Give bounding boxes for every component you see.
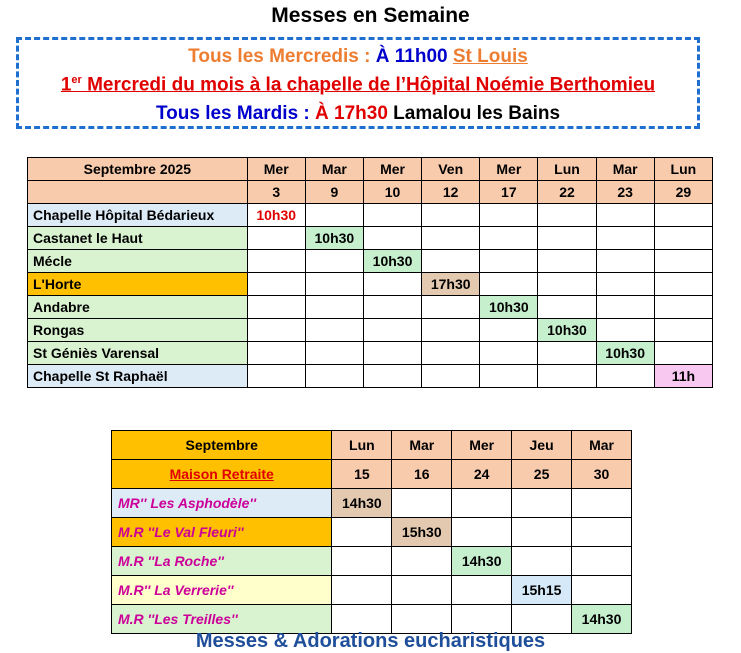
table2-empty-cell bbox=[452, 576, 512, 605]
table1-date: 17 bbox=[480, 181, 538, 204]
table1-empty-cell bbox=[654, 273, 712, 296]
info-line2-sup: er bbox=[71, 74, 82, 86]
table1-location: Rongas bbox=[28, 319, 248, 342]
table1-empty-cell bbox=[305, 296, 363, 319]
table2-date: 25 bbox=[512, 460, 572, 489]
table1-empty-cell bbox=[538, 342, 596, 365]
table1-day: Lun bbox=[538, 158, 596, 181]
table1-empty-cell bbox=[596, 296, 654, 319]
table2-empty-cell bbox=[512, 547, 572, 576]
table1-day: Mer bbox=[363, 158, 421, 181]
table1-empty-cell bbox=[363, 365, 421, 388]
table1-date: 12 bbox=[422, 181, 480, 204]
table1-empty-header bbox=[28, 181, 248, 204]
table-row bbox=[28, 342, 713, 365]
table1-empty-cell bbox=[596, 273, 654, 296]
table1-empty-cell bbox=[480, 273, 538, 296]
table2-day: Mar bbox=[572, 431, 632, 460]
table1-empty-cell bbox=[480, 365, 538, 388]
info-line-first-wednesday bbox=[19, 74, 697, 96]
table2-empty-cell bbox=[452, 518, 512, 547]
table-row bbox=[28, 319, 713, 342]
table-row bbox=[28, 227, 713, 250]
table1-empty-cell bbox=[654, 250, 712, 273]
table-row bbox=[28, 365, 713, 388]
table2-time-cell: 15h15 bbox=[512, 576, 572, 605]
table2-day: Mer bbox=[452, 431, 512, 460]
table2-time-cell: 14h30 bbox=[452, 547, 512, 576]
table1-empty-cell bbox=[247, 227, 305, 250]
table1-empty-cell bbox=[305, 204, 363, 227]
table1-time-cell: 10h30 bbox=[247, 204, 305, 227]
table1-location: Chapelle Hôpital Bédarieux bbox=[28, 204, 248, 227]
table-row bbox=[112, 489, 632, 518]
table1-time-cell: 10h30 bbox=[363, 250, 421, 273]
page-title: Messes en Semaine bbox=[271, 4, 470, 27]
table1-location: Andabre bbox=[28, 296, 248, 319]
table1-empty-cell bbox=[654, 296, 712, 319]
table1-day: Ven bbox=[422, 158, 480, 181]
table1-day: Mar bbox=[596, 158, 654, 181]
table1-empty-cell bbox=[363, 319, 421, 342]
table1-empty-cell bbox=[480, 319, 538, 342]
table1-empty-cell bbox=[247, 319, 305, 342]
table1-time-cell: 11h bbox=[654, 365, 712, 388]
table1-date: 10 bbox=[363, 181, 421, 204]
table1-empty-cell bbox=[305, 342, 363, 365]
table1-empty-cell bbox=[305, 250, 363, 273]
table2-time-cell: 14h30 bbox=[332, 489, 392, 518]
table1-empty-cell bbox=[422, 296, 480, 319]
table1-date-row bbox=[28, 181, 713, 204]
table1-empty-cell bbox=[596, 250, 654, 273]
maison-retraite-label: Maison Retraite bbox=[169, 466, 274, 482]
table2-empty-cell bbox=[332, 518, 392, 547]
table-row bbox=[28, 250, 713, 273]
info-box bbox=[16, 37, 700, 129]
table1-day: Mer bbox=[480, 158, 538, 181]
table2-empty-cell bbox=[572, 547, 632, 576]
table1-time-cell: 10h30 bbox=[538, 319, 596, 342]
table2-day-row bbox=[112, 431, 632, 460]
table1-empty-cell bbox=[422, 250, 480, 273]
info-line1-place: St Louis bbox=[452, 46, 528, 67]
table1-empty-cell bbox=[538, 204, 596, 227]
table1-empty-cell bbox=[247, 342, 305, 365]
table1-empty-cell bbox=[538, 250, 596, 273]
table2-empty-cell bbox=[572, 518, 632, 547]
info-line3-label: Tous les Mardis : bbox=[155, 103, 316, 124]
table1-empty-cell bbox=[480, 250, 538, 273]
table2-location: M.R'' La Verrerie'' bbox=[112, 576, 332, 605]
info-line2-text: Mercredi du mois à la chapelle de l’Hôpital Noémie Berthomieu bbox=[81, 74, 656, 96]
table-row bbox=[28, 204, 713, 227]
table2-empty-cell bbox=[512, 518, 572, 547]
table1-empty-cell bbox=[654, 204, 712, 227]
table1-empty-cell bbox=[422, 204, 480, 227]
table1-empty-cell bbox=[305, 365, 363, 388]
table1-empty-cell bbox=[363, 342, 421, 365]
table2-empty-cell bbox=[512, 489, 572, 518]
table1-empty-cell bbox=[247, 296, 305, 319]
info-line2-num: 1 bbox=[60, 74, 72, 96]
table2-empty-cell bbox=[572, 489, 632, 518]
table2-day: Mar bbox=[392, 431, 452, 460]
table1-time-cell: 10h30 bbox=[480, 296, 538, 319]
table1-empty-cell bbox=[538, 273, 596, 296]
table1-empty-cell bbox=[363, 273, 421, 296]
table2-empty-cell bbox=[332, 547, 392, 576]
info-line3-time: À 17h30 bbox=[315, 103, 388, 124]
table1-month-header: Septembre 2025 bbox=[28, 158, 248, 181]
table2-month-header: Septembre bbox=[112, 431, 332, 460]
table1-day: Mar bbox=[305, 158, 363, 181]
table2-subtitle-header bbox=[112, 460, 332, 489]
table2-date: 24 bbox=[452, 460, 512, 489]
table1-empty-cell bbox=[538, 365, 596, 388]
table2-day: Lun bbox=[332, 431, 392, 460]
table1-time-cell: 17h30 bbox=[422, 273, 480, 296]
table1-location: L'Horte bbox=[28, 273, 248, 296]
table1-empty-cell bbox=[363, 204, 421, 227]
table1-empty-cell bbox=[247, 250, 305, 273]
table1-time-cell: 10h30 bbox=[305, 227, 363, 250]
info-line1-time: À 11h00 bbox=[375, 46, 453, 67]
table1-date: 3 bbox=[247, 181, 305, 204]
table1-empty-cell bbox=[654, 227, 712, 250]
table2-empty-cell bbox=[572, 576, 632, 605]
table1-empty-cell bbox=[305, 319, 363, 342]
table-row bbox=[28, 273, 713, 296]
table1-date: 22 bbox=[538, 181, 596, 204]
table1-empty-cell bbox=[480, 227, 538, 250]
table2-date: 15 bbox=[332, 460, 392, 489]
table1-day-row bbox=[28, 158, 713, 181]
table1-empty-cell bbox=[596, 204, 654, 227]
table1-location: Mécle bbox=[28, 250, 248, 273]
table2-location: M.R ''Les Treilles'' bbox=[112, 605, 332, 634]
table1-location: St Géniès Varensal bbox=[28, 342, 248, 365]
table1-empty-cell bbox=[596, 227, 654, 250]
info-line-wednesdays bbox=[19, 46, 697, 68]
info-line-tuesdays bbox=[19, 103, 697, 125]
table1-date: 9 bbox=[305, 181, 363, 204]
table1-empty-cell bbox=[363, 296, 421, 319]
table1-empty-cell bbox=[654, 342, 712, 365]
table2-empty-cell bbox=[392, 547, 452, 576]
table1-empty-cell bbox=[422, 342, 480, 365]
table2-time-cell: 15h30 bbox=[392, 518, 452, 547]
table2-location: M.R ''Le Val Fleuri'' bbox=[112, 518, 332, 547]
table1-empty-cell bbox=[596, 319, 654, 342]
schedule-table-parishes bbox=[27, 157, 713, 388]
table1-empty-cell bbox=[422, 365, 480, 388]
table2-empty-cell bbox=[392, 489, 452, 518]
table1-empty-cell bbox=[305, 273, 363, 296]
info-line3-place: Lamalou les Bains bbox=[387, 103, 561, 124]
table1-date: 23 bbox=[596, 181, 654, 204]
schedule-table-retirement-homes bbox=[111, 430, 632, 634]
table1-location: Castanet le Haut bbox=[28, 227, 248, 250]
footer-heading: Messes & Adorations eucharistiques bbox=[195, 630, 546, 652]
table1-empty-cell bbox=[538, 227, 596, 250]
table1-day: Mer bbox=[247, 158, 305, 181]
table2-empty-cell bbox=[392, 576, 452, 605]
table2-empty-cell bbox=[452, 489, 512, 518]
table2-location: MR'' Les Asphodèle'' bbox=[112, 489, 332, 518]
table1-date: 29 bbox=[654, 181, 712, 204]
table1-time-cell: 10h30 bbox=[596, 342, 654, 365]
table2-date-row bbox=[112, 460, 632, 489]
table-row bbox=[112, 547, 632, 576]
table1-empty-cell bbox=[654, 319, 712, 342]
table1-day: Lun bbox=[654, 158, 712, 181]
table-row bbox=[112, 518, 632, 547]
table2-day: Jeu bbox=[512, 431, 572, 460]
table2-location: M.R ''La Roche'' bbox=[112, 547, 332, 576]
table2-date: 30 bbox=[572, 460, 632, 489]
table2-time-cell: 14h30 bbox=[572, 605, 632, 634]
table2-empty-cell bbox=[332, 576, 392, 605]
table1-empty-cell bbox=[480, 342, 538, 365]
table1-empty-cell bbox=[247, 273, 305, 296]
table1-empty-cell bbox=[363, 227, 421, 250]
table1-empty-cell bbox=[247, 365, 305, 388]
table1-empty-cell bbox=[422, 319, 480, 342]
info-line1-label: Tous les Mercredis : bbox=[188, 46, 376, 67]
table1-empty-cell bbox=[596, 365, 654, 388]
table-row bbox=[112, 576, 632, 605]
table2-date: 16 bbox=[392, 460, 452, 489]
table-row bbox=[28, 296, 713, 319]
table1-empty-cell bbox=[422, 227, 480, 250]
table1-location: Chapelle St Raphaël bbox=[28, 365, 248, 388]
table1-empty-cell bbox=[480, 204, 538, 227]
table1-empty-cell bbox=[538, 296, 596, 319]
